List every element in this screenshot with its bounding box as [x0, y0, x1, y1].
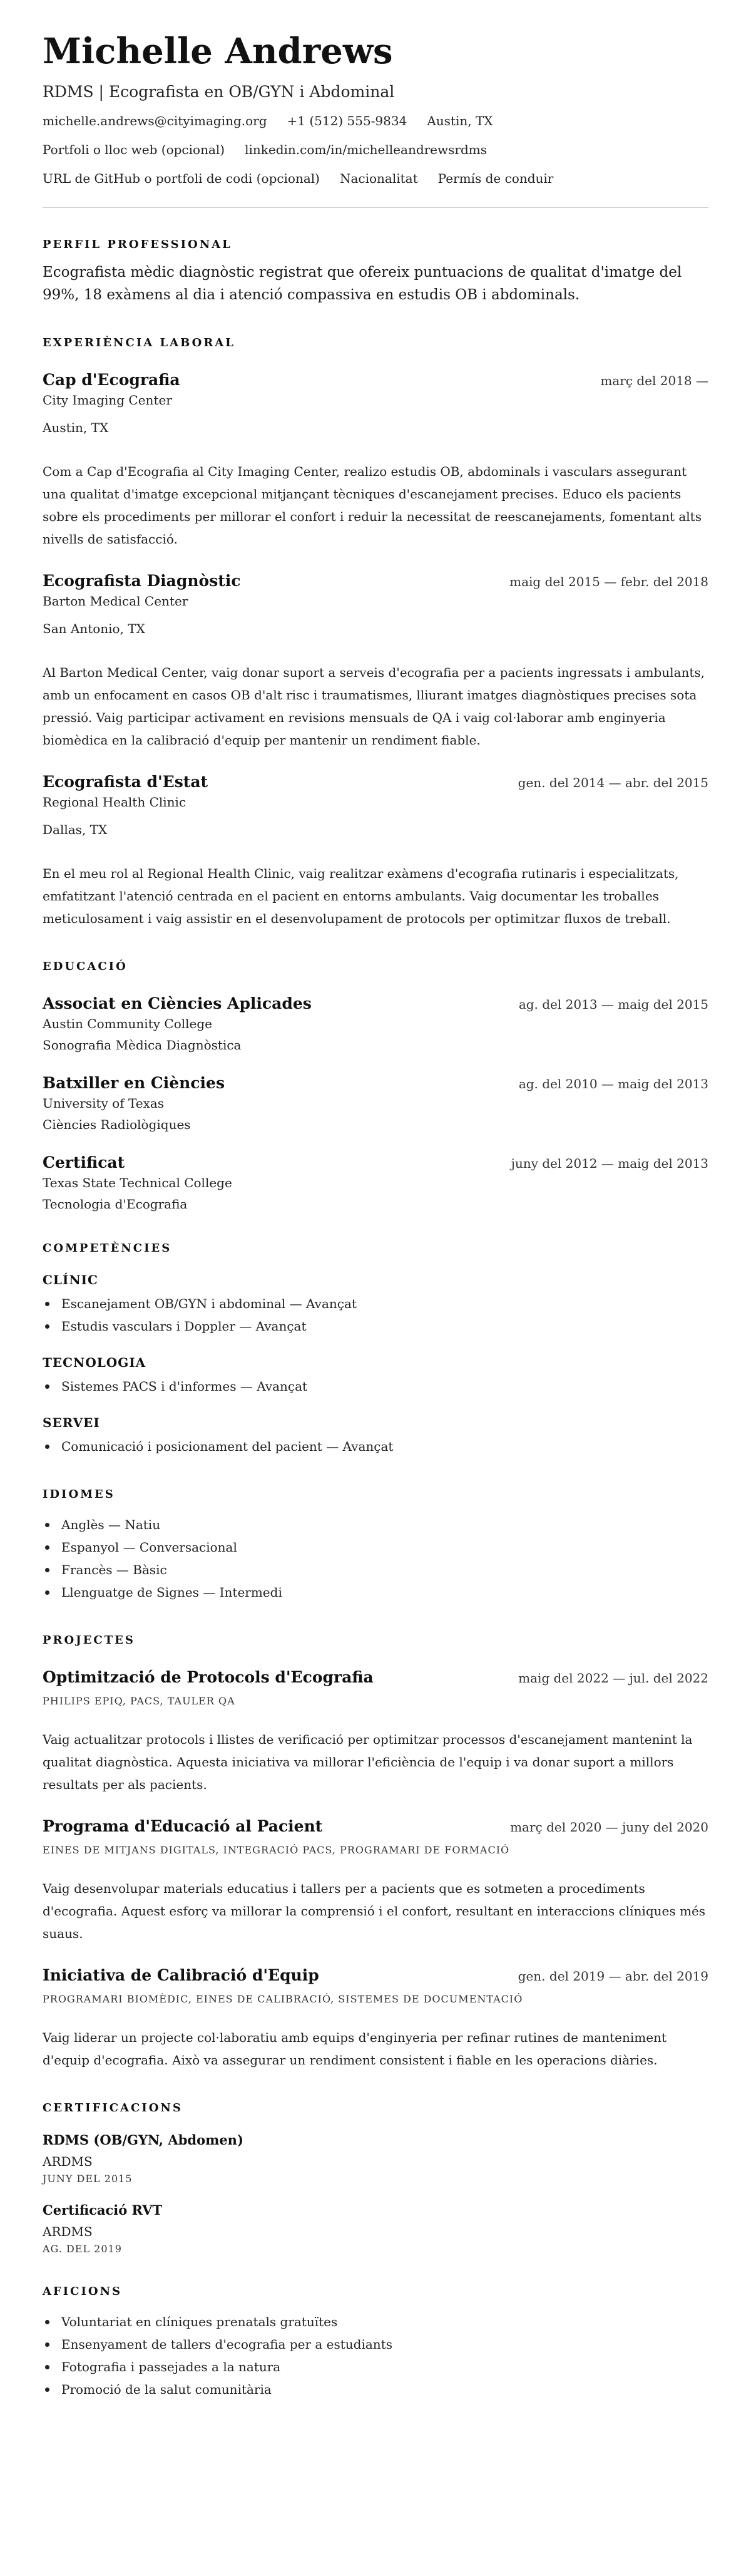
skills-section: [43, 1242, 708, 1458]
experience-entry: [43, 371, 708, 550]
hobbies-section: [43, 2285, 708, 2401]
job-description: Al Barton Medical Center, vaig donar suport a serveis d'ecografia per a pacients ingressats i ambulants, amb un enfocament en casos OB d'alt risc i traumatismes, lliurant imatges diagnòstiques precises sota pressió. Vaig participar activament en revisions mensuals de QA i vaig col·laborar amb enginyeria biomèdica en la calibració d'equip per mantenir un rendiment fiable.: [43, 664, 705, 748]
degree-field: Tecnologia d'Ecografia: [43, 1196, 188, 1212]
hobby-list: [43, 2311, 708, 2401]
project-description: Vaig actualitzar protocols i llistes de verificació per optimitzar processos d'escanejament mantenint la qualitat diagnòstica. Aquesta iniciativa va millorar l'eficiència de l'equip i va donar suport a millors resultats per als pacients.: [43, 1731, 693, 1792]
projects-section-title: PROJECTES: [43, 1633, 135, 1647]
education-entry: [43, 994, 708, 1053]
experience-entry: [43, 572, 708, 751]
skill-category-service: SERVEI: [43, 1414, 100, 1430]
degree-dates: ag. del 2013 — maig del 2015: [518, 996, 708, 1012]
languages-section-title: IDIOMES: [43, 1487, 115, 1501]
certification-issuer: ARDMS: [43, 2153, 93, 2169]
candidate-name: Michelle Andrews: [43, 31, 393, 72]
contact-portfolio[interactable]: Portfoli o lloc web (opcional): [43, 142, 225, 157]
certification-date: JUNY DEL 2015: [43, 2172, 133, 2185]
hobby-item: Fotografia i passejades a la natura: [43, 2356, 708, 2378]
profile-section: [43, 238, 708, 306]
skill-item: Estudis vasculars i Doppler — Avançat: [43, 1315, 708, 1337]
header-divider: [43, 207, 708, 208]
skill-category-technology: TECNOLOGIA: [43, 1354, 146, 1370]
job-location: San Antonio, TX: [43, 621, 145, 636]
education-section-title: EDUCACIÓ: [43, 959, 128, 973]
degree-field: Sonografia Mèdica Diagnòstica: [43, 1037, 242, 1053]
contact-github[interactable]: URL de GitHub o portfoli de codi (opcional): [43, 170, 320, 186]
job-dates: març del 2018 —: [600, 373, 708, 388]
certification-date: AG. DEL 2019: [43, 2242, 122, 2255]
language-item: Espanyol — Conversacional: [43, 1536, 708, 1558]
skills-section-title: COMPETÈNCIES: [43, 1241, 172, 1255]
project-dates: març del 2020 — juny del 2020: [510, 1819, 708, 1835]
job-title: Ecografista Diagnòstic: [43, 571, 241, 590]
certifications-section: [43, 2101, 708, 2255]
certification-issuer: ARDMS: [43, 2223, 93, 2239]
job-company: City Imaging Center: [43, 392, 172, 408]
education-section: [43, 960, 708, 1212]
skill-list-clinical: [43, 1292, 708, 1337]
hobby-item: Voluntariat en clíniques prenatals gratuïtes: [43, 2311, 708, 2333]
job-company: Regional Health Clinic: [43, 794, 186, 810]
project-description: Vaig liderar un projecte col·laboratiu amb equips d'enginyeria per refinar rutines de manteniment d'equip d'ecografia. Això va assegurar un rendiment consistent i fiable en les operacions diàries.: [43, 2029, 667, 2068]
certification-name: Certificació RVT: [43, 2202, 163, 2218]
profile-section-title: PERFIL PROFESSIONAL: [43, 237, 232, 251]
experience-entry: [43, 773, 708, 930]
contact-nationality: Nacionalitat: [339, 170, 418, 186]
project-name: Optimització de Protocols d'Ecografia: [43, 1667, 374, 1686]
project-tech: PROGRAMARI BIOMÈDIC, EINES DE CALIBRACIÓ, SISTEMES DE DOCUMENTACIÓ: [43, 1992, 523, 2005]
certification-entry: [43, 2202, 708, 2255]
contact-linkedin[interactable]: linkedin.com/in/michelleandrewsrdms: [245, 142, 487, 157]
skill-list-service: [43, 1435, 708, 1458]
project-name: Iniciativa de Calibració d'Equip: [43, 1965, 319, 1984]
project-entry: [43, 1668, 708, 1796]
skill-list-technology: [43, 1375, 708, 1398]
job-description: Com a Cap d'Ecografia al City Imaging Center, realizo estudis OB, abdominals i vasculars assegurant una qualitat d'imatge excepcional mitjançant tècniques d'escanejament precises. Educo els pacients sobre els procediments per millorar el confort i reduir la necessitat de reescanejaments, fomentant alts nivells de satisfacció.: [43, 463, 702, 547]
job-location: Dallas, TX: [43, 822, 108, 837]
school-name: Austin Community College: [43, 1016, 212, 1031]
skill-item: Comunicació i posicionament del pacient — Avançat: [43, 1435, 708, 1458]
candidate-subtitle: RDMS | Ecografista en OB/GYN i Abdominal: [43, 82, 395, 101]
contact-location: Austin, TX: [427, 113, 493, 128]
skill-category-clinical: CLÍNIC: [43, 1272, 98, 1287]
contact-license: Permís de conduir: [437, 170, 554, 186]
education-entry: [43, 1074, 708, 1132]
school-name: Texas State Technical College: [43, 1175, 232, 1190]
job-title: Cap d'Ecografia: [43, 370, 180, 389]
experience-section-title: EXPERIÈNCIA LABORAL: [43, 336, 235, 349]
contact-email[interactable]: michelle.andrews@cityimaging.org: [43, 113, 267, 128]
degree-dates: juny del 2012 — maig del 2013: [511, 1155, 708, 1171]
resume-header: [43, 33, 708, 186]
contact-phone[interactable]: +1 (512) 555-9834: [287, 113, 407, 128]
project-tech: PHILIPS EPIQ, PACS, TAULER QA: [43, 1694, 235, 1707]
profile-summary: Ecografista mèdic diagnòstic registrat que ofereix puntuacions de qualitat d'imatge del 99%, 18 exàmens al dia i atenció compassiva en estudis OB i abdominals.: [43, 264, 682, 303]
certification-name: RDMS (OB/GYN, Abdomen): [43, 2131, 243, 2148]
school-name: University of Texas: [43, 1095, 165, 1111]
project-dates: maig del 2022 — jul. del 2022: [518, 1670, 708, 1686]
job-dates: gen. del 2014 — abr. del 2015: [518, 775, 708, 790]
skill-item: Sistemes PACS i d'informes — Avançat: [43, 1375, 708, 1398]
job-description: En el meu rol al Regional Health Clinic, vaig realitzar exàmens d'ecografia rutinaris i especialitzats, emfatitzant l'atenció centrada en el pacient en entorns ambulants. Vaig documentar les troballes meticulosament i vaig assistir en el desenvolupament de protocols per optimitzar fluxos de treball.: [43, 865, 679, 926]
language-item: Anglès — Natiu: [43, 1513, 708, 1536]
job-dates: maig del 2015 — febr. del 2018: [509, 574, 708, 589]
project-entry: [43, 1966, 708, 2071]
job-location: Austin, TX: [43, 420, 109, 435]
project-entry: [43, 1817, 708, 1945]
degree-dates: ag. del 2010 — maig del 2013: [518, 1076, 708, 1091]
project-dates: gen. del 2019 — abr. del 2019: [518, 1968, 708, 1984]
hobbies-section-title: AFICIONS: [43, 2284, 123, 2298]
certifications-section-title: CERTIFICACIONS: [43, 2101, 183, 2115]
certification-entry: [43, 2132, 708, 2185]
projects-section: [43, 1634, 708, 2071]
language-list: [43, 1513, 708, 1604]
skill-item: Escanejament OB/GYN i abdominal — Avançat: [43, 1292, 708, 1315]
project-name: Programa d'Educació al Pacient: [43, 1816, 323, 1835]
project-tech: EINES DE MITJANS DIGITALS, INTEGRACIÓ PACS, PROGRAMARI DE FORMACIÓ: [43, 1843, 510, 1856]
degree-title: Associat en Ciències Aplicades: [43, 994, 312, 1012]
hobby-item: Ensenyament de tallers d'ecografia per a estudiants: [43, 2333, 708, 2356]
hobby-item: Promoció de la salut comunitària: [43, 2378, 708, 2401]
experience-section: [43, 336, 708, 930]
job-company: Barton Medical Center: [43, 593, 188, 609]
job-title: Ecografista d'Estat: [43, 772, 208, 791]
degree-title: Certificat: [43, 1153, 125, 1172]
language-item: Francès — Bàsic: [43, 1558, 708, 1581]
degree-field: Ciències Radiològiques: [43, 1116, 191, 1132]
degree-title: Batxiller en Ciències: [43, 1073, 225, 1092]
contact-row-primary: [43, 113, 708, 128]
language-item: Llenguatge de Signes — Intermedi: [43, 1581, 708, 1604]
languages-section: [43, 1488, 708, 1604]
contact-row-extra: [43, 171, 708, 186]
education-entry: [43, 1153, 708, 1212]
contact-row-links: [43, 142, 708, 157]
project-description: Vaig desenvolupar materials educatius i tallers per a pacients que es sotmeten a procediments d'ecografia. Aquest esforç va millorar la comprensió i el confort, resultant en interaccions clíniques més suaus.: [43, 1880, 706, 1941]
